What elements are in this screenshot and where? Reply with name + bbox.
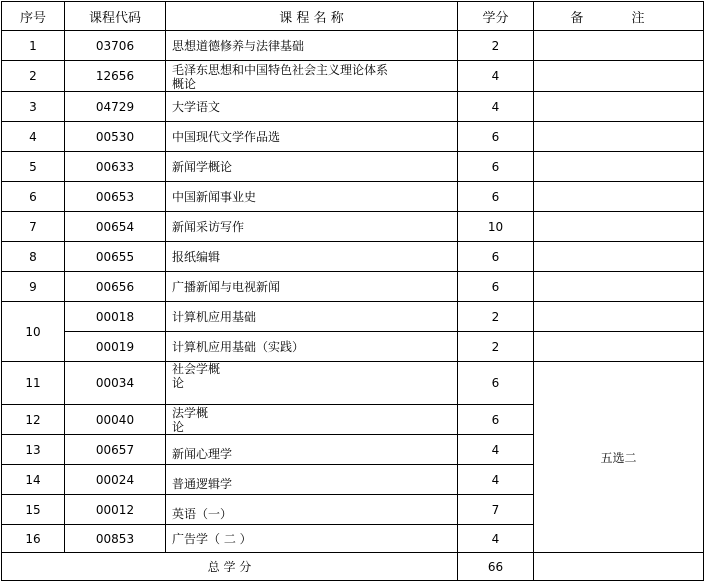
seq-cell: 13: [2, 435, 65, 465]
code-cell: 00657: [65, 435, 166, 465]
code-cell: 00018: [65, 302, 166, 332]
table-row: [2, 122, 704, 152]
course-name-cell: 英语（一）: [166, 495, 458, 525]
credits-cell: 2: [458, 31, 534, 61]
seq-cell: 10: [2, 302, 65, 362]
course-name-cell: 报纸编辑: [166, 242, 458, 272]
code-cell: 04729: [65, 92, 166, 122]
remark-cell: [534, 61, 704, 92]
code-cell: 00034: [65, 362, 166, 405]
code-cell: 00633: [65, 152, 166, 182]
table-row: [2, 92, 704, 122]
header-remark: 备 注: [534, 2, 704, 31]
course-name-cell: 普通逻辑学: [166, 465, 458, 495]
remark-cell: [534, 332, 704, 362]
credits-cell: 6: [458, 182, 534, 212]
code-cell: 00012: [65, 495, 166, 525]
remark-cell: [534, 242, 704, 272]
table-row: [2, 212, 704, 242]
credits-cell: 6: [458, 362, 534, 405]
code-cell: 00653: [65, 182, 166, 212]
credits-cell: 4: [458, 92, 534, 122]
total-credits: 66: [458, 553, 534, 581]
credits-cell: 2: [458, 332, 534, 362]
seq-cell: 7: [2, 212, 65, 242]
seq-cell: 2: [2, 61, 65, 92]
code-cell: 00024: [65, 465, 166, 495]
credits-cell: 6: [458, 242, 534, 272]
course-name-cell: 中国现代文学作品选: [166, 122, 458, 152]
table-row: [2, 302, 704, 332]
course-name-cell: 新闻学概论: [166, 152, 458, 182]
course-table: [1, 1, 704, 581]
seq-cell: 14: [2, 465, 65, 495]
seq-cell: 16: [2, 525, 65, 553]
credits-cell: 4: [458, 435, 534, 465]
code-cell: 00853: [65, 525, 166, 553]
credits-cell: 4: [458, 465, 534, 495]
table-row: [2, 152, 704, 182]
total-label: 总 学 分: [2, 553, 458, 581]
seq-cell: 8: [2, 242, 65, 272]
credits-cell: 4: [458, 61, 534, 92]
credits-cell: 6: [458, 122, 534, 152]
seq-cell: 6: [2, 182, 65, 212]
seq-cell: 15: [2, 495, 65, 525]
seq-cell: 9: [2, 272, 65, 302]
code-cell: 00530: [65, 122, 166, 152]
header-name: 课 程 名 称: [166, 2, 458, 31]
remark-cell: [534, 212, 704, 242]
header-row: [2, 2, 704, 31]
code-cell: 12656: [65, 61, 166, 92]
table-row: [2, 182, 704, 212]
course-name-cell: 毛泽东思想和中国特色社会主义理论体系概论: [166, 61, 458, 92]
course-name-cell: 新闻采访写作: [166, 212, 458, 242]
seq-cell: 11: [2, 362, 65, 405]
credits-cell: 6: [458, 152, 534, 182]
header-seq: 序号: [2, 2, 65, 31]
seq-cell: 4: [2, 122, 65, 152]
remark-cell: [534, 122, 704, 152]
table-row: [2, 242, 704, 272]
seq-cell: 5: [2, 152, 65, 182]
seq-cell: 12: [2, 405, 65, 435]
remark-cell: [534, 182, 704, 212]
course-name-cell: 广告学（ 二 ）: [166, 525, 458, 553]
credits-cell: 2: [458, 302, 534, 332]
table-row: [2, 272, 704, 302]
credits-cell: 6: [458, 405, 534, 435]
course-name-cell: 计算机应用基础: [166, 302, 458, 332]
code-cell: 00655: [65, 242, 166, 272]
credits-cell: 6: [458, 272, 534, 302]
course-name-cell: 新闻心理学: [166, 435, 458, 465]
credits-cell: 4: [458, 525, 534, 553]
course-name-cell: 广播新闻与电视新闻: [166, 272, 458, 302]
table-row: [2, 61, 704, 92]
credits-cell: 10: [458, 212, 534, 242]
code-cell: 03706: [65, 31, 166, 61]
remark-cell: [534, 92, 704, 122]
header-code: 课程代码: [65, 2, 166, 31]
credits-cell: 7: [458, 495, 534, 525]
remark-cell: [534, 152, 704, 182]
code-cell: 00019: [65, 332, 166, 362]
table-row: [2, 31, 704, 61]
code-cell: 00040: [65, 405, 166, 435]
code-cell: 00656: [65, 272, 166, 302]
course-name-cell: 社会学概论: [166, 362, 458, 405]
code-cell: 00654: [65, 212, 166, 242]
table-row: [2, 332, 704, 362]
header-credits: 学分: [458, 2, 534, 31]
total-remark-cell: [534, 553, 704, 581]
seq-cell: 3: [2, 92, 65, 122]
course-name-cell: 法学概论: [166, 405, 458, 435]
remark-cell: [534, 31, 704, 61]
course-name-cell: 中国新闻事业史: [166, 182, 458, 212]
elective-remark: 五选二: [534, 362, 704, 553]
table-row: [2, 362, 704, 405]
total-row: [2, 553, 704, 581]
seq-cell: 1: [2, 31, 65, 61]
course-name-cell: 大学语文: [166, 92, 458, 122]
course-name-cell: 计算机应用基础（实践）: [166, 332, 458, 362]
remark-cell: [534, 272, 704, 302]
course-name-cell: 思想道德修养与法律基础: [166, 31, 458, 61]
remark-cell: [534, 302, 704, 332]
